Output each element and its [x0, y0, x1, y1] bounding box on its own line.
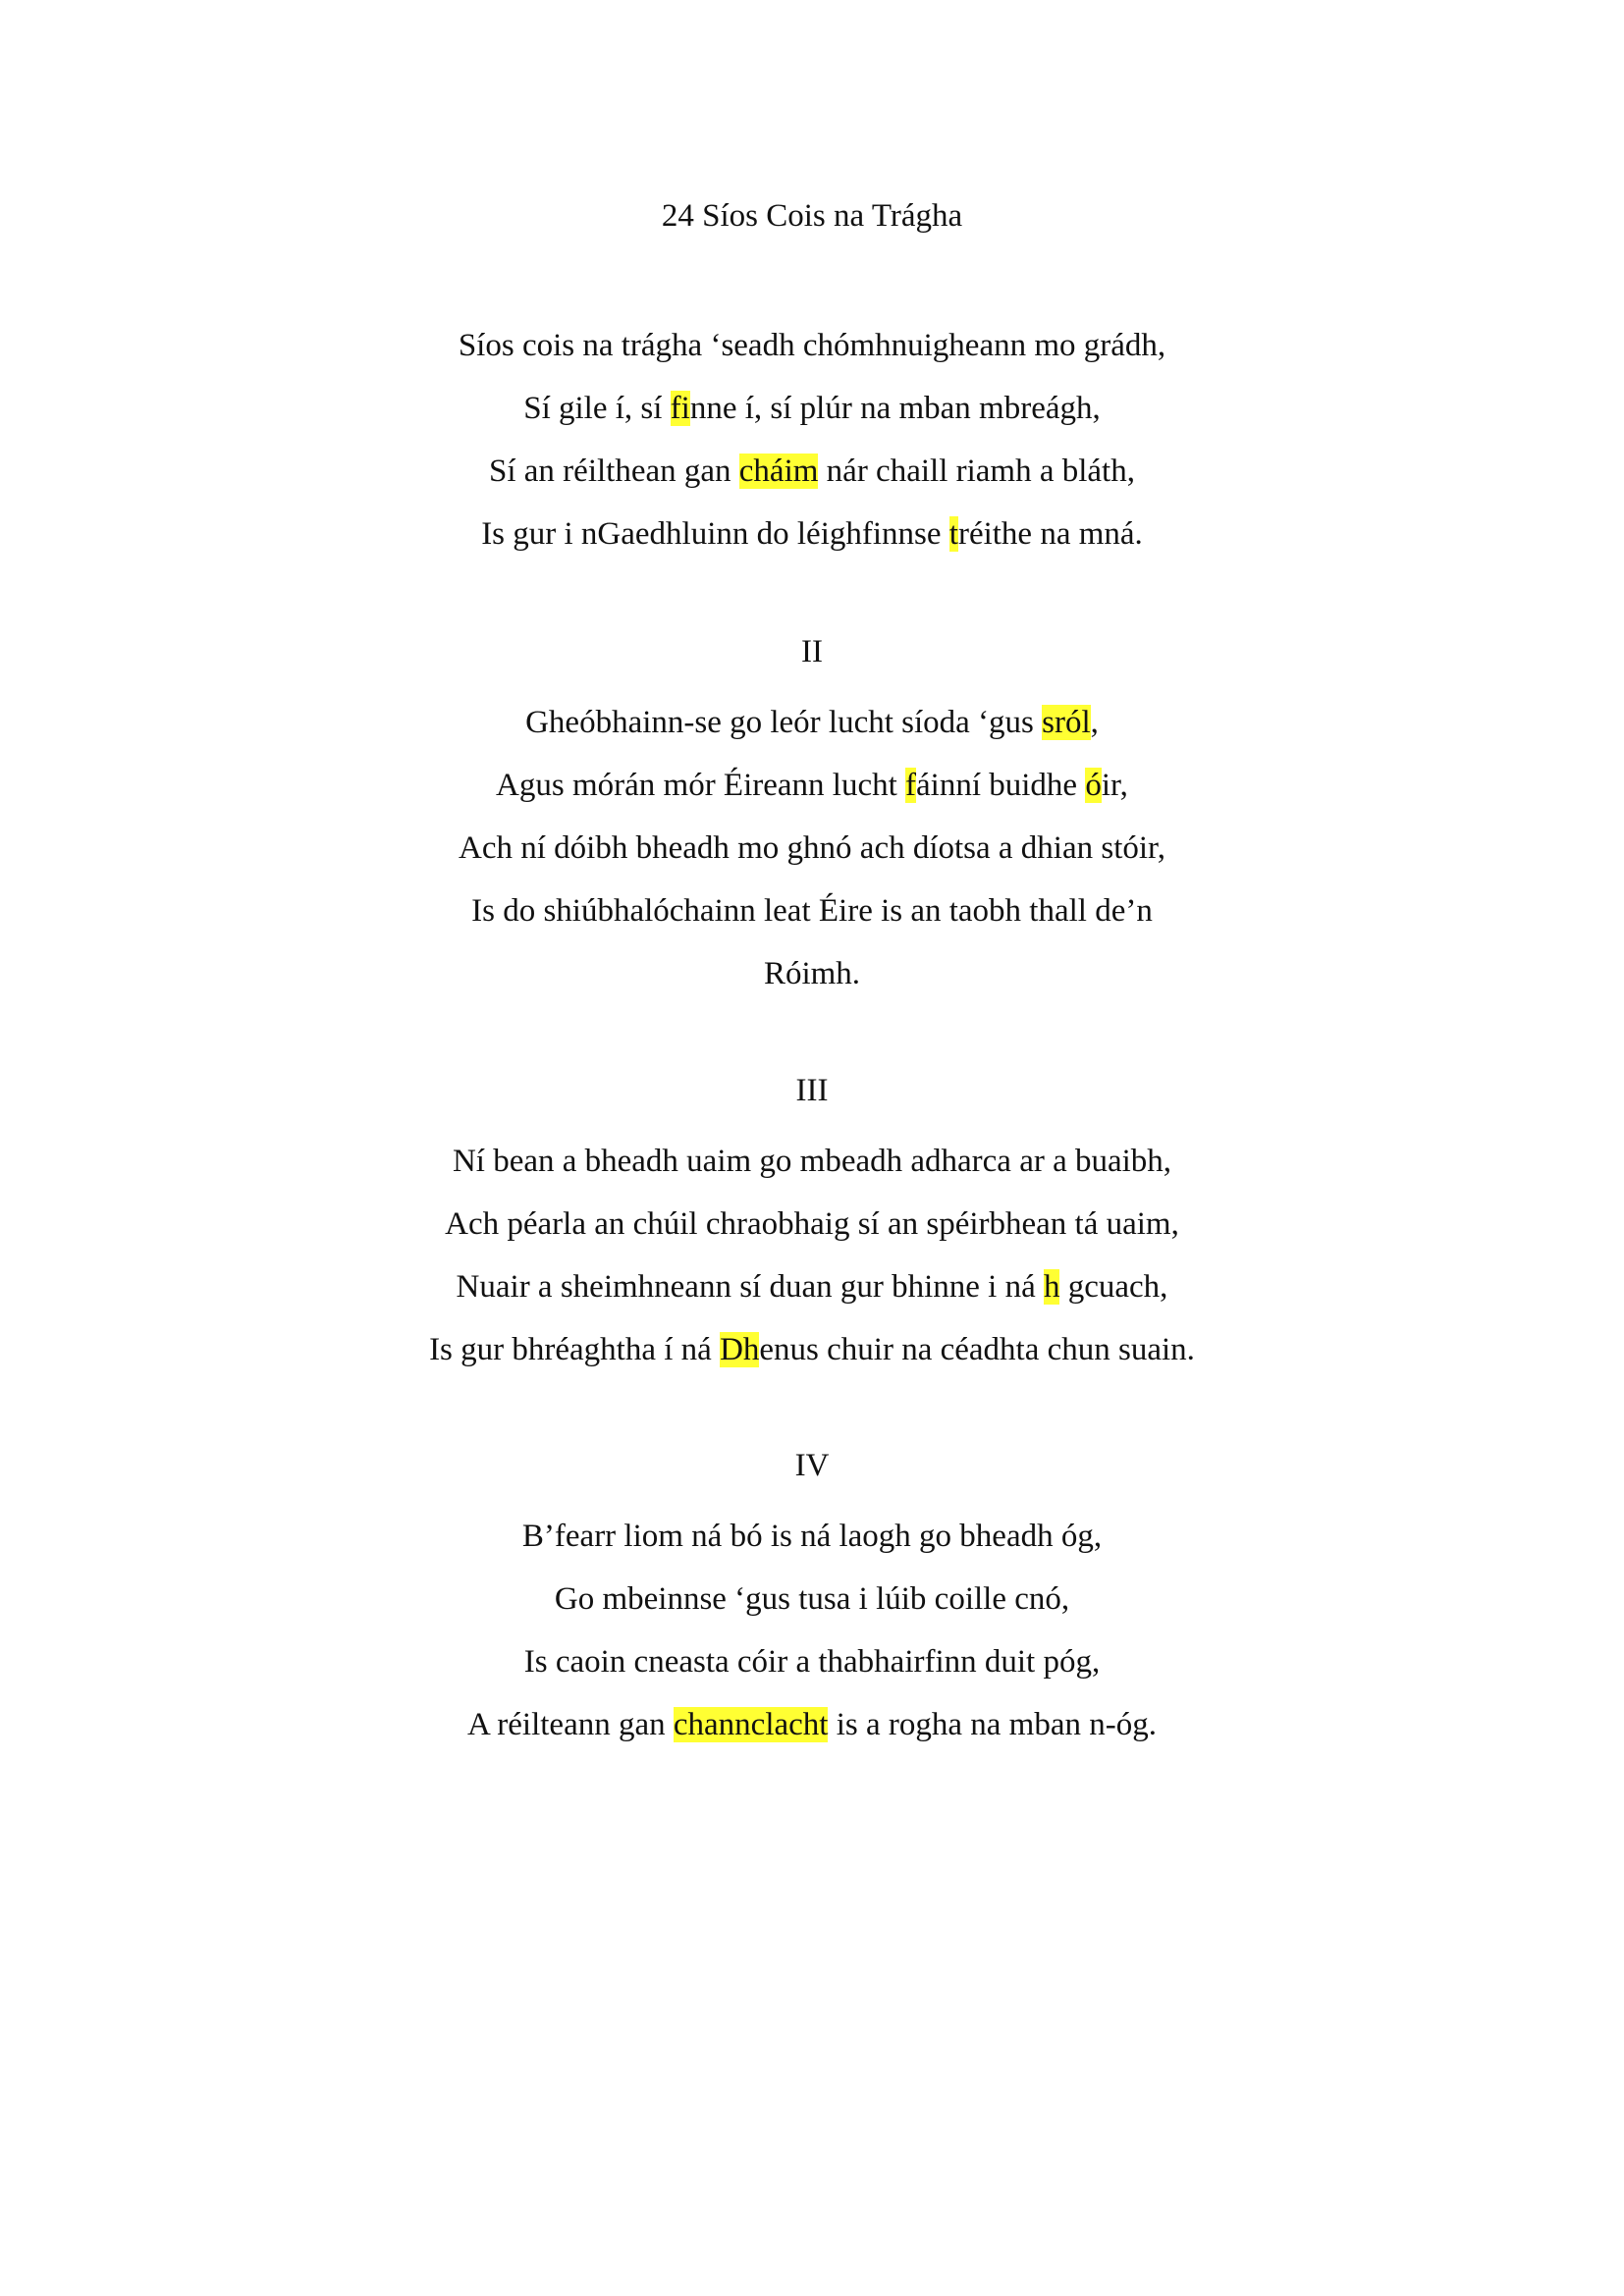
verse-line [0, 1130, 1624, 1193]
verse-line [0, 1255, 1624, 1318]
verse-text: Ní bean a bheadh uaim go mbeadh adharca ar a buaibh, [452, 1144, 1172, 1179]
verse-text: nne í, sí plúr na mban mbreágh, [689, 391, 1101, 426]
highlighted-text: t [948, 516, 958, 552]
verse-text: Go mbeinnse ‘gus tusa i lúib coille cnó, [554, 1581, 1070, 1617]
verse-line [0, 1193, 1624, 1255]
stanza-heading: III [795, 1073, 829, 1108]
highlighted-text: h [1043, 1269, 1060, 1305]
verse-line [0, 1693, 1624, 1756]
verse-line [0, 377, 1624, 440]
verse-line [0, 942, 1624, 1005]
highlighted-text: ó [1085, 768, 1102, 803]
verse-text: ir, [1101, 768, 1128, 803]
verse-text: réithe na mná. [957, 516, 1143, 552]
highlighted-text: cháim [738, 454, 819, 489]
verse-text: A réilteann gan [467, 1707, 674, 1742]
verse-line [0, 754, 1624, 817]
verse-text: Sí gile í, sí [523, 391, 671, 426]
stanza-4 [0, 1442, 1624, 1756]
highlighted-text: f [905, 768, 917, 803]
poem-title: 24 Síos Cois na Trágha [661, 198, 963, 234]
verse-text: áinní buidhe [916, 768, 1086, 803]
stanza-3 [0, 1067, 1624, 1381]
verse-text: enus chuir na céadhta chun suain. [759, 1332, 1195, 1367]
verse-line [0, 1505, 1624, 1568]
verse-text: Is gur i nGaedhluinn do léighfinnse [481, 516, 949, 552]
verse-text: , [1090, 705, 1099, 740]
stanza-heading: IV [794, 1448, 830, 1483]
verse-text: B’fearr liom ná bó is ná laogh go bheadh óg, [521, 1519, 1103, 1554]
verse-line [0, 880, 1624, 942]
verse-line [0, 817, 1624, 880]
verse-line [0, 1318, 1624, 1381]
verse-text: Is gur bhréaghtha í ná [429, 1332, 721, 1367]
verse-text: Nuair a sheimhneann sí duan gur bhinne i ná [456, 1269, 1044, 1305]
verse-text: Ach ní dóibh bheadh mo ghnó ach díotsa a dhian stóir, [459, 830, 1165, 866]
verse-text: Is caoin cneasta cóir a thabhairfinn duit póg, [523, 1644, 1101, 1680]
highlighted-text: channclacht [673, 1707, 829, 1742]
verse-text: is a rogha na mban n-óg. [828, 1707, 1157, 1742]
verse-text: nár chaill riamh a bláth, [818, 454, 1135, 489]
verse-text: Is do shiúbhalóchainn leat Éire is an taobh thall de’n [471, 893, 1153, 929]
verse-text: Agus mórán mór Éireann lucht [496, 768, 906, 803]
verse-line [0, 691, 1624, 754]
stanza-2 [0, 628, 1624, 1005]
verse-text: Ach péarla an chúil chraobhaig sí an spéirbhean tá uaim, [445, 1206, 1179, 1242]
verse-line [0, 314, 1624, 377]
verse-line [0, 1568, 1624, 1630]
stanza-heading: II [801, 634, 823, 669]
verse-text: Gheóbhainn-se go leór lucht síoda ‘gus [525, 705, 1043, 740]
verse-line [0, 1630, 1624, 1693]
verse-line [0, 503, 1624, 565]
highlighted-text: fi [670, 391, 690, 426]
highlighted-text: Dh [720, 1332, 760, 1367]
verse-text: Síos cois na trágha ‘seadh chómhnuigheann mo grádh, [458, 328, 1166, 363]
verse-line [0, 440, 1624, 503]
stanza-1 [0, 314, 1624, 565]
highlighted-text: sról [1042, 705, 1091, 740]
verse-text: gcuach, [1059, 1269, 1168, 1305]
verse-text: Róimh. [763, 956, 861, 991]
verse-text: Sí an réilthean gan [489, 454, 739, 489]
